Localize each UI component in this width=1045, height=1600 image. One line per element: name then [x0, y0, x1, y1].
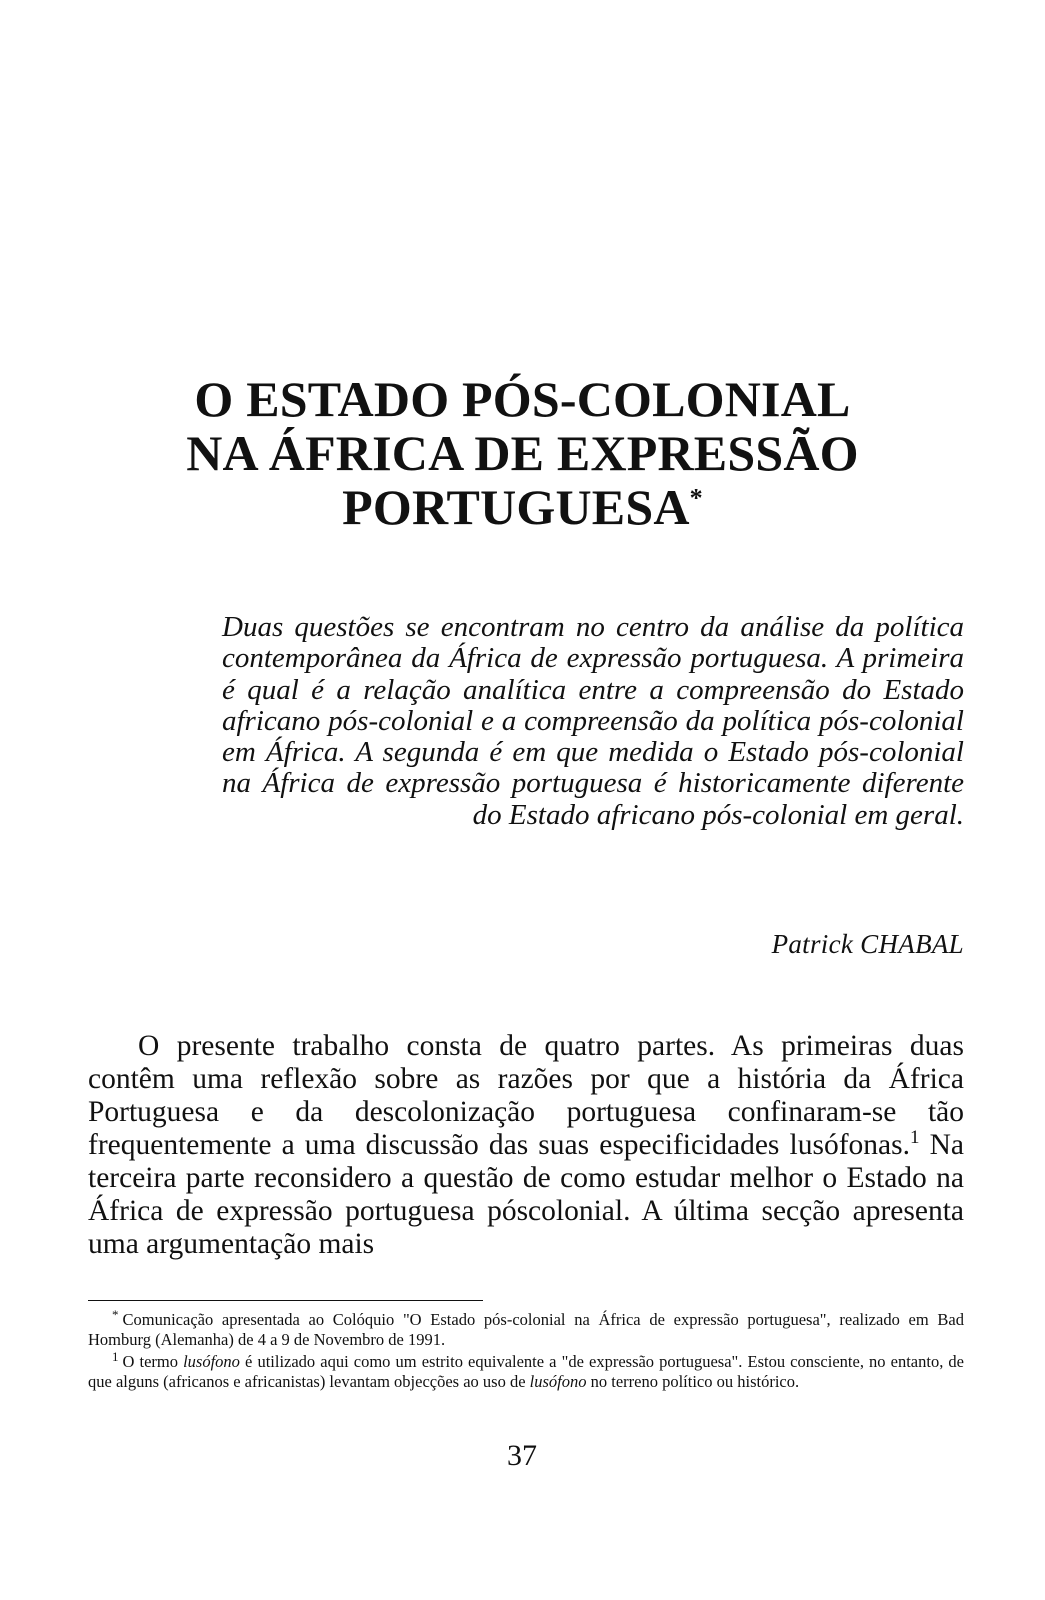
footnote-1-text-c: no terreno político ou histórico.: [586, 1372, 800, 1391]
footnote-1-text-b: é utilizado aqui como um estrito equivalente a "de expressão portuguesa". Estou consciente, no entanto, de que alguns (africanos e africanistas) levantam objecções ao uso de: [88, 1352, 964, 1391]
footnote-1-text-a: O termo: [122, 1352, 184, 1371]
title-footnote-marker: *: [689, 483, 703, 513]
footnote-asterisk-mark: *: [112, 1306, 119, 1322]
page-number: 37: [507, 1439, 537, 1472]
article-title: [150, 372, 895, 534]
title-line-2: NA ÁFRICA DE EXPRESSÃO: [186, 425, 859, 481]
body-paragraph: [88, 1030, 964, 1261]
title-line-1: O ESTADO PÓS-COLONIAL: [194, 371, 851, 427]
footnote-1-term-b: lusófono: [529, 1372, 587, 1391]
body-text-part-2: Na terceira parte reconsidero a questão de como estudar melhor o Estado na África de expressão portuguesa póscolonial. A última secção apresenta uma argumentação mais: [88, 1129, 964, 1260]
title-line-3: [150, 480, 895, 534]
footnote-1: [88, 1348, 964, 1392]
epigraph-author: Patrick CHABAL: [771, 929, 964, 959]
epigraph: Duas questões se encontram no centro da análise da política contemporânea da África de expressão portuguesa. A primeira é qual é a relação analítica entre a compreensão do Estado africano pós-colonial e a compreensão da política pós-colonial em África. A segunda é em que medida o Estado pós-colonial na África de expressão portuguesa é historicamente diferente do Estado africano pós-colonial em geral.: [222, 611, 964, 831]
footnotes: [88, 1306, 964, 1394]
footnote-asterisk-text: Comunicação apresentada ao Colóquio "O Estado pós-colonial na África de expressão portuguesa", realizado em Bad Homburg (Alemanha) de 4 a 9 de Novembro de 1991.: [88, 1310, 964, 1349]
body-text-part-1: O presente trabalho consta de quatro partes. As primeiras duas contêm uma reflexão sobre as razões por que a história da África Portuguesa e da descolonização portuguesa confinaram-se tão frequentemente a uma discussão das suas especificidades lusófonas.: [88, 1030, 964, 1161]
footnote-asterisk: [88, 1306, 964, 1350]
footnote-reference-1: 1: [909, 1127, 920, 1149]
title-line-3-text: PORTUGUESA: [342, 479, 690, 535]
footnote-divider: [88, 1300, 483, 1301]
footnote-1-term-a: lusófono: [183, 1352, 240, 1371]
footnote-1-mark: 1: [112, 1348, 119, 1364]
